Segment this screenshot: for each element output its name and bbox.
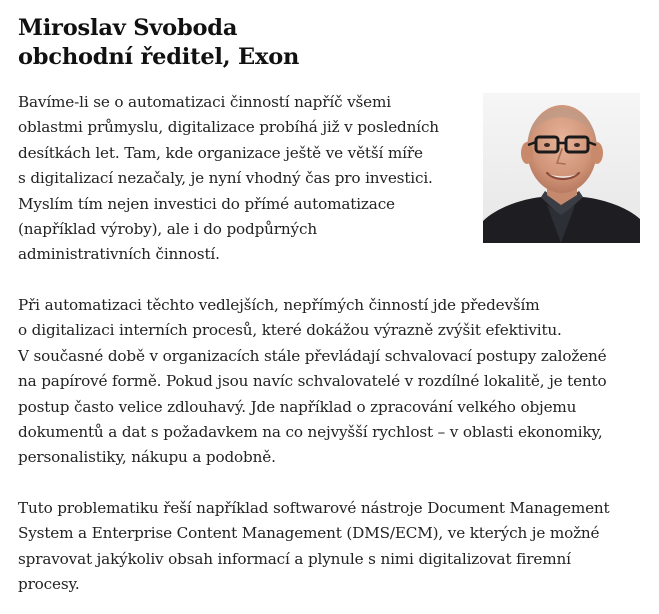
author-role: obchodní ředitel, Exon bbox=[18, 44, 300, 70]
paragraph-line: procesy. bbox=[18, 575, 80, 594]
paragraph-line: dokumentů a dat s požadavkem na co nejvyšší rychlost – v oblasti ekonomiky, bbox=[18, 423, 603, 442]
paragraph-line: Při automatizaci těchto vedlejších, nepřímých činností jde především bbox=[18, 296, 540, 314]
paragraph-line: V současné době v organizacích stále převládají schvalovací postupy založené bbox=[18, 346, 607, 365]
author-name: Miroslav Svoboda bbox=[18, 15, 238, 41]
article bbox=[18, 14, 648, 594]
paragraph-line: Bavíme-li se o automatizaci činností napříč všemi bbox=[18, 93, 391, 111]
article-heading bbox=[18, 14, 648, 72]
paragraph-line: s digitalizací nezačaly, je nyní vhodný čas pro investici. bbox=[18, 169, 433, 188]
paragraph-line: (například výroby), ale i do podpůrných bbox=[18, 220, 317, 239]
paragraph-2 bbox=[18, 293, 607, 471]
paragraph-line: desítkách let. Tam, kde organizace ještě ve větší míře bbox=[18, 143, 423, 162]
paragraph-line: na papírové formě. Pokud jsou navíc schvalovatelé v rozdílné lokalitě, je tento bbox=[18, 372, 607, 391]
author-portrait bbox=[483, 93, 640, 243]
paragraph-1 bbox=[18, 90, 439, 268]
paragraph-line: Myslím tím nejen investici do přímé automatizace bbox=[18, 194, 395, 213]
paragraph-line: spravovat jakýkoliv obsah informací a plynule s nimi digitalizovat firemní bbox=[18, 549, 571, 568]
person-photo-icon bbox=[483, 93, 640, 243]
paragraph-line: Tuto problematiku řeší například softwarové nástroje Document Management bbox=[18, 499, 610, 517]
paragraph-line: postup často velice zdlouhavý. Jde například o zpracování velkého objemu bbox=[18, 397, 577, 416]
paragraph-line: o digitalizaci interních procesů, které dokážou výrazně zvýšit efektivitu. bbox=[18, 321, 562, 340]
paragraph-line: System a Enterprise Content Management (DMS/ECM), ve kterých je možné bbox=[18, 524, 600, 543]
paragraph-line: personalistiky, nákupu a podobně. bbox=[18, 448, 276, 467]
paragraph-line: oblastmi průmyslu, digitalizace probíhá již v posledních bbox=[18, 118, 439, 137]
paragraph-3 bbox=[18, 496, 610, 598]
paragraph-line: administrativních činností. bbox=[18, 245, 220, 264]
